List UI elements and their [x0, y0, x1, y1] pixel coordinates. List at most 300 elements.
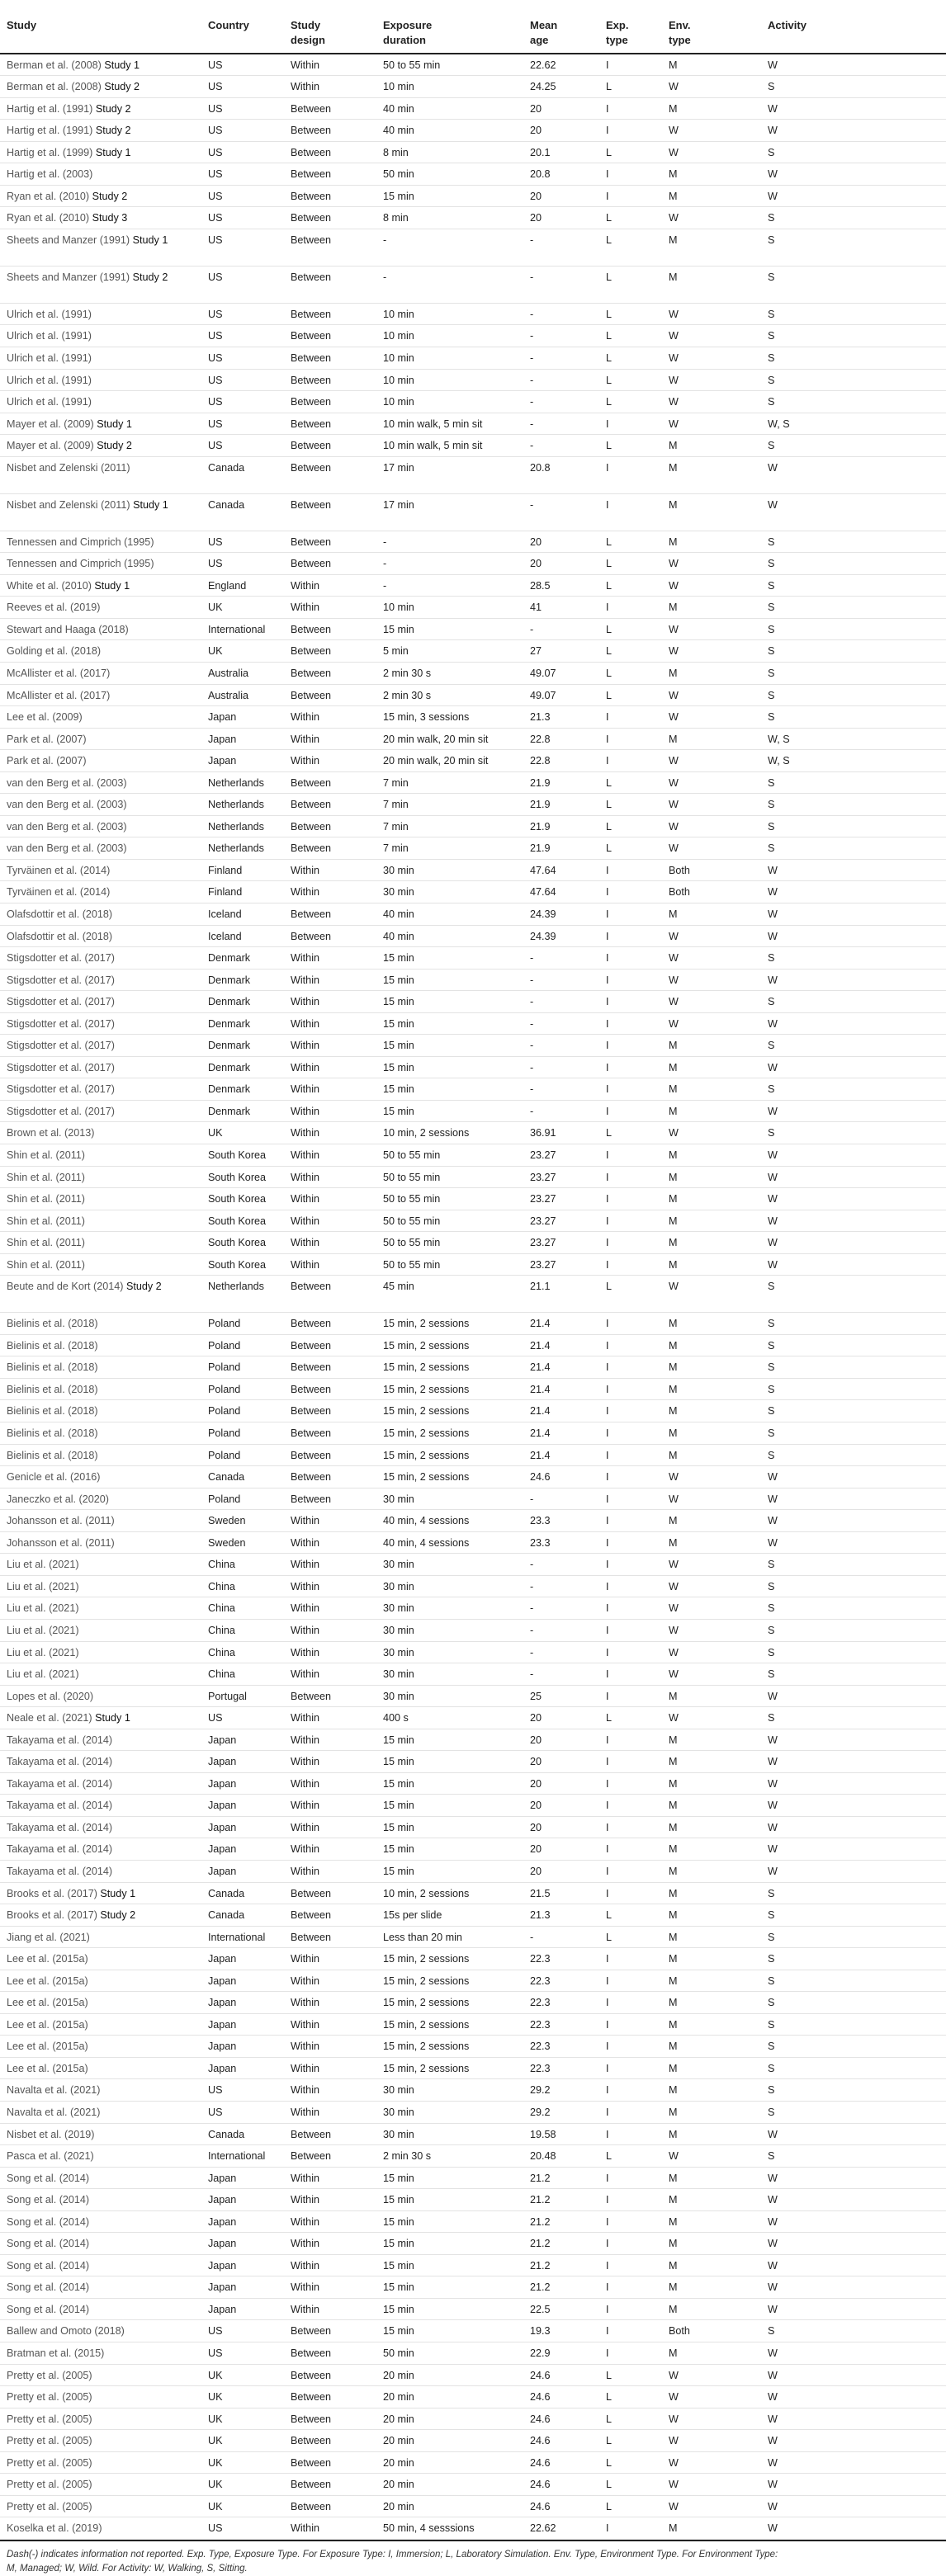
cell-exp-type: I: [599, 1554, 662, 1576]
cell-exp-type: L: [599, 2451, 662, 2474]
cell-country: US: [201, 303, 284, 325]
cell-country: US: [201, 2342, 284, 2365]
cell-study-design: Between: [284, 2495, 376, 2517]
cell-exp-type: I: [599, 1948, 662, 1970]
cell-exp-type: L: [599, 369, 662, 391]
study-citation: van den Berg et al. (2003): [7, 820, 127, 833]
study-citation: Tyrväinen et al. (2014): [7, 864, 111, 876]
cell-activity: S: [761, 1948, 946, 1970]
cell-study-design: Between: [284, 325, 376, 347]
footnote-line-1: Dash(-) indicates information not reported. Exp. Type, Exposure Type. For Exposure Type: I, Immersion; L, Laboratory Simulation. Env. Type, Environment Type. For Environment Type:: [7, 2549, 778, 2559]
cell-exp-type: L: [599, 2430, 662, 2452]
cell-study-design: Within: [284, 1078, 376, 1101]
study-citation: Sheets and Manzer (1991): [7, 234, 130, 246]
table-row: [0, 207, 946, 229]
cell-mean-age: 28.5: [523, 574, 599, 597]
cell-env-type: W: [662, 1276, 761, 1313]
table-row: [0, 2057, 946, 2079]
cell-study: [0, 1313, 201, 1335]
cell-study-design: Within: [284, 1554, 376, 1576]
cell-exp-type: L: [599, 2145, 662, 2168]
cell-study: [0, 1904, 201, 1927]
study-number: Study 2: [92, 190, 128, 202]
cell-exposure-duration: 15 min: [376, 2320, 523, 2342]
study-citation: Reeves et al. (2019): [7, 602, 101, 614]
table-row: [0, 1422, 946, 1445]
header-study-design: [284, 0, 376, 54]
cell-country: Canada: [201, 493, 284, 531]
cell-study-design: Between: [284, 640, 376, 663]
study-citation: Ballew and Omoto (2018): [7, 2325, 125, 2338]
study-citation: Shin et al. (2011): [7, 1149, 85, 1162]
table-footnote: [0, 2540, 946, 2576]
cell-study: [0, 120, 201, 142]
cell-env-type: M: [662, 1035, 761, 1057]
table-row: [0, 2408, 946, 2430]
cell-activity: S: [761, 1926, 946, 1948]
cell-exposure-duration: 10 min walk, 5 min sit: [376, 413, 523, 435]
cell-exposure-duration: 15 min, 2 sessions: [376, 2036, 523, 2058]
table-row: [0, 881, 946, 903]
cell-mean-age: 24.6: [523, 2451, 599, 2474]
cell-study: [0, 1751, 201, 1773]
cell-activity: S: [761, 2057, 946, 2079]
cell-study-design: Within: [284, 881, 376, 903]
cell-env-type: W: [662, 141, 761, 163]
cell-exposure-duration: -: [376, 574, 523, 597]
cell-country: Finland: [201, 881, 284, 903]
cell-study: [0, 1122, 201, 1144]
cell-study: [0, 456, 201, 493]
cell-study-design: Within: [284, 1232, 376, 1254]
cell-exposure-duration: 50 to 55 min: [376, 1232, 523, 1254]
table-row: [0, 684, 946, 706]
cell-env-type: W: [662, 207, 761, 229]
study-citation: Lee et al. (2015a): [7, 1953, 88, 1965]
cell-activity: W: [761, 1772, 946, 1795]
cell-mean-age: 20.8: [523, 456, 599, 493]
cell-mean-age: -: [523, 303, 599, 325]
cell-exp-type: L: [599, 207, 662, 229]
cell-country: Poland: [201, 1334, 284, 1356]
cell-activity: S: [761, 229, 946, 266]
cell-env-type: W: [662, 771, 761, 794]
cell-exposure-duration: 30 min: [376, 881, 523, 903]
cell-study: [0, 97, 201, 120]
cell-study: [0, 76, 201, 98]
cell-study-design: Between: [284, 1904, 376, 1927]
table-row: [0, 1313, 946, 1335]
cell-activity: W: [761, 2451, 946, 2474]
cell-exposure-duration: 7 min: [376, 771, 523, 794]
cell-env-type: M: [662, 1948, 761, 1970]
cell-study: [0, 881, 201, 903]
cell-study-design: Within: [284, 1056, 376, 1078]
cell-study-design: Between: [284, 2320, 376, 2342]
cell-study-design: Between: [284, 1334, 376, 1356]
cell-study: [0, 435, 201, 457]
cell-env-type: W: [662, 1619, 761, 1641]
cell-exposure-duration: 30 min: [376, 1641, 523, 1663]
cell-mean-age: 23.27: [523, 1188, 599, 1210]
study-number: Study 1: [94, 579, 130, 592]
cell-env-type: W: [662, 794, 761, 816]
cell-env-type: W: [662, 640, 761, 663]
cell-env-type: M: [662, 1210, 761, 1232]
cell-activity: S: [761, 391, 946, 413]
cell-country: Netherlands: [201, 815, 284, 837]
table-row: [0, 229, 946, 266]
table-row: [0, 347, 946, 369]
cell-study-design: Between: [284, 1685, 376, 1707]
study-citation: Ulrich et al. (1991): [7, 374, 92, 386]
cell-study: [0, 597, 201, 619]
table-row: [0, 574, 946, 597]
cell-activity: S: [761, 1992, 946, 2014]
table-row: [0, 413, 946, 435]
cell-activity: W: [761, 1510, 946, 1532]
cell-country: US: [201, 413, 284, 435]
cell-country: South Korea: [201, 1188, 284, 1210]
table-row: [0, 1751, 946, 1773]
cell-country: Netherlands: [201, 1276, 284, 1313]
table-row: [0, 1188, 946, 1210]
cell-env-type: Both: [662, 881, 761, 903]
cell-study: [0, 2013, 201, 2036]
header-exp-type-line: Exp.: [606, 19, 629, 31]
cell-study-design: Between: [284, 1378, 376, 1400]
cell-env-type: M: [662, 1313, 761, 1335]
cell-exposure-duration: -: [376, 266, 523, 303]
cell-country: Canada: [201, 2123, 284, 2145]
cell-activity: S: [761, 815, 946, 837]
study-number: Study 2: [97, 440, 132, 452]
cell-exposure-duration: -: [376, 553, 523, 575]
cell-env-type: W: [662, 553, 761, 575]
cell-mean-age: -: [523, 1926, 599, 1948]
cell-mean-age: 22.62: [523, 54, 599, 76]
study-citation: Bielinis et al. (2018): [7, 1318, 98, 1330]
table-row: [0, 597, 946, 619]
cell-activity: S: [761, 1597, 946, 1620]
table-row: [0, 1531, 946, 1554]
cell-exp-type: L: [599, 229, 662, 266]
cell-country: Netherlands: [201, 837, 284, 860]
study-citation: Stigsdotter et al. (2017): [7, 1105, 115, 1117]
cell-country: International: [201, 2145, 284, 2168]
cell-study: [0, 2036, 201, 2058]
cell-study-design: Within: [284, 76, 376, 98]
cell-exposure-duration: 20 min walk, 20 min sit: [376, 728, 523, 750]
cell-country: UK: [201, 2386, 284, 2409]
cell-activity: W: [761, 2210, 946, 2233]
cell-country: Australia: [201, 684, 284, 706]
cell-country: Japan: [201, 2036, 284, 2058]
cell-activity: S: [761, 325, 946, 347]
cell-activity: W: [761, 1210, 946, 1232]
cell-study-design: Within: [284, 1122, 376, 1144]
cell-exp-type: L: [599, 1122, 662, 1144]
cell-study-design: Between: [284, 141, 376, 163]
cell-study: [0, 553, 201, 575]
cell-mean-age: 21.2: [523, 2233, 599, 2255]
cell-env-type: W: [662, 2474, 761, 2496]
table-row: [0, 706, 946, 729]
table-row: [0, 1970, 946, 1992]
cell-exp-type: I: [599, 493, 662, 531]
table-row: [0, 456, 946, 493]
cell-study: [0, 1035, 201, 1057]
study-citation: van den Berg et al. (2003): [7, 842, 127, 855]
cell-mean-age: 19.58: [523, 2123, 599, 2145]
cell-study-design: Within: [284, 1619, 376, 1641]
cell-study: [0, 1838, 201, 1861]
cell-activity: S: [761, 531, 946, 553]
cell-study: [0, 662, 201, 684]
cell-exposure-duration: 15 min, 2 sessions: [376, 1948, 523, 1970]
study-citation: Nisbet and Zelenski (2011): [7, 461, 130, 474]
cell-study: [0, 2474, 201, 2496]
cell-env-type: M: [662, 2167, 761, 2189]
cell-study: [0, 2430, 201, 2452]
cell-mean-age: -: [523, 1554, 599, 1576]
cell-env-type: W: [662, 1575, 761, 1597]
study-citation: Golding et al. (2018): [7, 645, 102, 658]
study-citation: Johansson et al. (2011): [7, 1536, 115, 1549]
cell-study-design: Within: [284, 859, 376, 881]
cell-study: [0, 1276, 201, 1313]
study-citation: Neale et al. (2021): [7, 1712, 92, 1724]
cell-study: [0, 493, 201, 531]
cell-study-design: Between: [284, 456, 376, 493]
cell-study-design: Within: [284, 1035, 376, 1057]
cell-exp-type: I: [599, 706, 662, 729]
cell-env-type: M: [662, 1751, 761, 1773]
cell-env-type: W: [662, 120, 761, 142]
cell-exp-type: L: [599, 1707, 662, 1729]
cell-env-type: M: [662, 1188, 761, 1210]
cell-study: [0, 1488, 201, 1510]
cell-country: Canada: [201, 456, 284, 493]
cell-mean-age: 23.27: [523, 1210, 599, 1232]
study-citation: Ulrich et al. (1991): [7, 351, 92, 364]
cell-study: [0, 1422, 201, 1445]
cell-mean-age: -: [523, 435, 599, 457]
cell-country: Iceland: [201, 903, 284, 926]
cell-mean-age: -: [523, 1575, 599, 1597]
cell-study: [0, 1663, 201, 1686]
cell-exp-type: I: [599, 185, 662, 207]
cell-exposure-duration: 30 min: [376, 2101, 523, 2123]
cell-study-design: Within: [284, 1144, 376, 1167]
study-number: Study 2: [125, 1281, 162, 1293]
cell-country: US: [201, 531, 284, 553]
cell-env-type: W: [662, 1012, 761, 1035]
cell-activity: S: [761, 1122, 946, 1144]
cell-exp-type: L: [599, 684, 662, 706]
cell-study: [0, 2495, 201, 2517]
cell-activity: S: [761, 2013, 946, 2036]
table-row: [0, 618, 946, 640]
cell-exposure-duration: 40 min, 4 sessions: [376, 1531, 523, 1554]
cell-study-design: Between: [284, 531, 376, 553]
table-row: [0, 1078, 946, 1101]
table-row: [0, 925, 946, 947]
cell-study-design: Between: [284, 903, 376, 926]
cell-study-design: Within: [284, 2167, 376, 2189]
cell-study-design: Within: [284, 1510, 376, 1532]
cell-mean-age: 21.2: [523, 2189, 599, 2211]
cell-study: [0, 391, 201, 413]
table-row: [0, 1772, 946, 1795]
study-number: Study 2: [100, 1909, 136, 1922]
table-row: [0, 2364, 946, 2386]
cell-study-design: Within: [284, 1575, 376, 1597]
study-citation: Janeczko et al. (2020): [7, 1493, 109, 1505]
cell-activity: W: [761, 1232, 946, 1254]
cell-country: Japan: [201, 2210, 284, 2233]
cell-study-design: Within: [284, 1948, 376, 1970]
cell-exposure-duration: 17 min: [376, 493, 523, 531]
cell-activity: W, S: [761, 728, 946, 750]
study-citation: Song et al. (2014): [7, 2259, 90, 2272]
cell-study-design: Between: [284, 369, 376, 391]
cell-country: Japan: [201, 2276, 284, 2299]
cell-mean-age: -: [523, 1100, 599, 1122]
study-citation: Shin et al. (2011): [7, 1258, 85, 1271]
cell-exp-type: L: [599, 2495, 662, 2517]
cell-country: UK: [201, 2474, 284, 2496]
cell-activity: W: [761, 925, 946, 947]
cell-study: [0, 1510, 201, 1532]
cell-exposure-duration: 20 min: [376, 2474, 523, 2496]
study-number: Study 1: [100, 1887, 136, 1899]
cell-country: Japan: [201, 2233, 284, 2255]
cell-activity: S: [761, 2320, 946, 2342]
cell-study-design: Within: [284, 2101, 376, 2123]
cell-study: [0, 1400, 201, 1422]
cell-country: Australia: [201, 662, 284, 684]
cell-country: Denmark: [201, 1035, 284, 1057]
header-activity-line: Activity: [768, 19, 806, 31]
study-citation: Takayama et al. (2014): [7, 1777, 113, 1790]
cell-study: [0, 185, 201, 207]
table-row: [0, 2167, 946, 2189]
cell-activity: S: [761, 1078, 946, 1101]
table-row: [0, 1400, 946, 1422]
cell-country: US: [201, 163, 284, 186]
cell-exp-type: L: [599, 771, 662, 794]
cell-mean-age: -: [523, 1488, 599, 1510]
cell-mean-age: 24.6: [523, 2364, 599, 2386]
cell-study-design: Within: [284, 2079, 376, 2102]
cell-study-design: Within: [284, 1210, 376, 1232]
cell-activity: S: [761, 266, 946, 303]
cell-env-type: M: [662, 1772, 761, 1795]
cell-exp-type: I: [599, 2036, 662, 2058]
study-citation: Pretty et al. (2005): [7, 2479, 92, 2491]
cell-exp-type: I: [599, 1253, 662, 1276]
cell-study-design: Between: [284, 837, 376, 860]
study-citation: Nisbet et al. (2019): [7, 2128, 95, 2140]
cell-country: Poland: [201, 1356, 284, 1379]
cell-exposure-duration: 15 min: [376, 1100, 523, 1122]
cell-exposure-duration: 30 min: [376, 1663, 523, 1686]
cell-country: US: [201, 435, 284, 457]
study-number: Study 2: [132, 271, 168, 283]
cell-exp-type: I: [599, 456, 662, 493]
cell-exposure-duration: 2 min 30 s: [376, 662, 523, 684]
cell-exposure-duration: 20 min: [376, 2451, 523, 2474]
cell-country: Japan: [201, 2013, 284, 2036]
cell-country: China: [201, 1597, 284, 1620]
study-citation: Ulrich et al. (1991): [7, 308, 92, 320]
study-citation: Lopes et al. (2020): [7, 1690, 94, 1702]
cell-activity: W: [761, 1253, 946, 1276]
cell-study: [0, 325, 201, 347]
cell-exposure-duration: 15 min, 2 sessions: [376, 2057, 523, 2079]
cell-study: [0, 54, 201, 76]
cell-exp-type: I: [599, 2013, 662, 2036]
study-citation: Mayer et al. (2009): [7, 418, 94, 430]
cell-mean-age: 21.9: [523, 794, 599, 816]
study-citation: Stigsdotter et al. (2017): [7, 974, 115, 986]
cell-study: [0, 1466, 201, 1489]
table-row: [0, 54, 946, 76]
table-row: [0, 815, 946, 837]
cell-country: Japan: [201, 1816, 284, 1838]
table-row: [0, 1860, 946, 1882]
cell-exposure-duration: 20 min: [376, 2430, 523, 2452]
cell-mean-age: 23.27: [523, 1144, 599, 1167]
cell-env-type: M: [662, 1378, 761, 1400]
table-row: [0, 1663, 946, 1686]
table-row: [0, 1641, 946, 1663]
cell-mean-age: 29.2: [523, 2101, 599, 2123]
cell-env-type: M: [662, 1334, 761, 1356]
cell-country: Poland: [201, 1400, 284, 1422]
cell-exp-type: L: [599, 347, 662, 369]
cell-exposure-duration: 30 min: [376, 2079, 523, 2102]
cell-activity: W: [761, 1729, 946, 1751]
cell-mean-age: 21.4: [523, 1444, 599, 1466]
table-row: [0, 2233, 946, 2255]
cell-study: [0, 969, 201, 991]
cell-exp-type: I: [599, 163, 662, 186]
cell-study-design: Between: [284, 2364, 376, 2386]
cell-exposure-duration: 15 min: [376, 2276, 523, 2299]
cell-country: China: [201, 1554, 284, 1576]
table-row: [0, 1685, 946, 1707]
study-citation: Liu et al. (2021): [7, 1668, 79, 1681]
cell-study-design: Within: [284, 750, 376, 772]
cell-study: [0, 1816, 201, 1838]
cell-activity: W: [761, 2364, 946, 2386]
study-number: Study 1: [133, 498, 168, 511]
cell-env-type: M: [662, 2079, 761, 2102]
cell-env-type: M: [662, 1144, 761, 1167]
header-country-line: Country: [208, 19, 249, 31]
cell-exposure-duration: 40 min, 4 sessions: [376, 1510, 523, 1532]
cell-study: [0, 1882, 201, 1904]
study-number: Study 2: [95, 102, 131, 115]
cell-env-type: M: [662, 2013, 761, 2036]
table-row: [0, 837, 946, 860]
cell-env-type: M: [662, 1078, 761, 1101]
cell-country: International: [201, 1926, 284, 1948]
study-citation: Berman et al. (2008): [7, 59, 102, 71]
cell-exposure-duration: 7 min: [376, 794, 523, 816]
